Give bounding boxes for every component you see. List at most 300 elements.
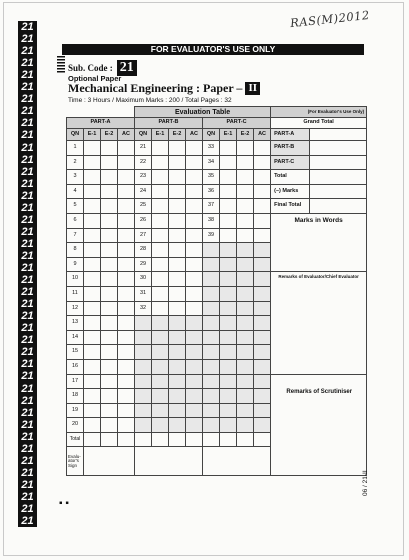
empty-cell	[254, 257, 271, 272]
mark-cell[interactable]	[101, 257, 118, 272]
remarks-chief-box[interactable]	[271, 272, 367, 374]
mark-cell[interactable]	[118, 374, 135, 389]
side-code-number: 21	[21, 225, 34, 238]
side-code-number: 21	[21, 33, 34, 46]
side-code-number: 21	[21, 430, 34, 443]
empty-cell	[203, 257, 220, 272]
mark-cell[interactable]	[220, 213, 237, 228]
right-part-a-label: PART-A	[271, 129, 310, 141]
empty-cell	[254, 418, 271, 433]
total-cell[interactable]	[254, 432, 271, 447]
empty-cell	[220, 330, 237, 345]
mark-cell[interactable]	[254, 213, 271, 228]
table-row	[67, 199, 367, 214]
mark-cell[interactable]	[186, 170, 203, 185]
total-cell[interactable]	[101, 432, 118, 447]
table-row	[67, 272, 367, 287]
mark-cell[interactable]	[220, 199, 237, 214]
total-cell[interactable]	[186, 432, 203, 447]
empty-cell	[237, 389, 254, 404]
part-c-sign-cell[interactable]	[203, 447, 271, 476]
mark-cell[interactable]	[186, 141, 203, 156]
mark-cell[interactable]	[152, 170, 169, 185]
mark-cell[interactable]	[84, 213, 101, 228]
side-code-number: 21	[21, 189, 34, 202]
total-label: Total	[67, 432, 84, 447]
mark-cell[interactable]	[152, 199, 169, 214]
mark-cell[interactable]	[101, 301, 118, 316]
part-c-question-number: 39	[203, 228, 220, 243]
mark-cell[interactable]	[237, 213, 254, 228]
empty-cell	[203, 243, 220, 258]
mark-cell[interactable]	[84, 374, 101, 389]
mark-cell[interactable]	[152, 272, 169, 287]
side-code-number: 21	[21, 515, 34, 527]
empty-cell	[254, 403, 271, 418]
mark-cell[interactable]	[118, 359, 135, 374]
right-part-a-value	[310, 129, 367, 141]
empty-cell	[254, 286, 271, 301]
mark-cell[interactable]	[118, 272, 135, 287]
empty-cell	[152, 316, 169, 331]
part-b-question-number: 26	[135, 213, 152, 228]
mark-cell[interactable]	[84, 418, 101, 433]
marks-in-words-box[interactable]	[271, 213, 367, 271]
right-value-cell[interactable]	[310, 170, 367, 185]
empty-cell	[152, 345, 169, 360]
part-a-question-number: 1	[67, 141, 84, 156]
mark-cell[interactable]	[84, 155, 101, 170]
empty-cell	[220, 257, 237, 272]
mark-cell[interactable]	[84, 170, 101, 185]
part-c-question-number: 36	[203, 184, 220, 199]
empty-cell	[220, 316, 237, 331]
mark-cell[interactable]	[186, 301, 203, 316]
mark-cell[interactable]	[101, 316, 118, 331]
side-code-number: 21	[21, 346, 34, 359]
empty-cell	[220, 374, 237, 389]
side-code-number: 21	[21, 21, 34, 33]
part-a-question-number: 5	[67, 199, 84, 214]
part-a-question-number: 4	[67, 184, 84, 199]
total-cell[interactable]	[118, 432, 135, 447]
empty-cell	[237, 330, 254, 345]
side-code-number: 21	[21, 310, 34, 323]
mark-cell[interactable]	[84, 286, 101, 301]
mark-cell[interactable]	[237, 184, 254, 199]
side-code-number: 21	[21, 454, 34, 467]
total-cell[interactable]	[84, 432, 101, 447]
empty-cell	[152, 374, 169, 389]
column-header: E-2	[101, 129, 118, 141]
evaluator-use-only-note: (For Evaluator's Use Only)	[271, 107, 367, 118]
column-header: E-1	[152, 129, 169, 141]
empty-cell	[220, 272, 237, 287]
part-a-header: PART-A	[67, 118, 135, 129]
part-a-question-number: 10	[67, 272, 84, 287]
empty-cell	[169, 389, 186, 404]
empty-cell	[254, 345, 271, 360]
mark-cell[interactable]	[84, 184, 101, 199]
mark-cell[interactable]	[169, 301, 186, 316]
side-code-number: 21	[21, 153, 34, 166]
evaluator-banner: FOR EVALUATOR'S USE ONLY	[62, 44, 364, 55]
mark-cell[interactable]	[84, 316, 101, 331]
part-b-sign-cell[interactable]	[135, 447, 203, 476]
side-code-number: 21	[21, 286, 34, 299]
mark-cell[interactable]	[84, 403, 101, 418]
total-cell[interactable]	[203, 432, 220, 447]
mark-cell[interactable]	[254, 170, 271, 185]
empty-cell	[203, 389, 220, 404]
mark-cell[interactable]	[220, 155, 237, 170]
mark-cell[interactable]	[101, 374, 118, 389]
mark-cell[interactable]	[84, 330, 101, 345]
side-code-number: 21	[21, 490, 34, 503]
mark-cell[interactable]	[118, 418, 135, 433]
mark-cell[interactable]	[169, 184, 186, 199]
mark-cell[interactable]	[101, 155, 118, 170]
mark-cell[interactable]	[118, 228, 135, 243]
empty-cell	[254, 301, 271, 316]
side-code-number: 21	[21, 105, 34, 118]
table-row	[67, 213, 367, 228]
side-code-number: 21	[21, 406, 34, 419]
empty-cell	[135, 359, 152, 374]
part-b-question-number: 24	[135, 184, 152, 199]
part-a-sign-cell[interactable]	[84, 447, 135, 476]
mark-cell[interactable]	[220, 228, 237, 243]
part-b-question-number: 28	[135, 243, 152, 258]
evaluation-table-title: Evaluation Table	[135, 107, 271, 118]
side-code-strip	[18, 21, 37, 527]
side-code-number: 21	[21, 201, 34, 214]
mark-cell[interactable]	[101, 228, 118, 243]
mark-cell[interactable]	[237, 199, 254, 214]
mark-cell[interactable]	[152, 301, 169, 316]
time-marks-pages: Time : 3 Hours / Maximum Marks : 200 / Total Pages : 32	[68, 97, 232, 104]
part-a-question-number: 8	[67, 243, 84, 258]
empty-cell	[203, 301, 220, 316]
empty-cell	[237, 286, 254, 301]
total-cell[interactable]	[135, 432, 152, 447]
side-code-number: 21	[21, 129, 34, 142]
mark-cell[interactable]	[118, 286, 135, 301]
mark-cell[interactable]	[101, 403, 118, 418]
part-b-question-number: 31	[135, 286, 152, 301]
empty-cell	[203, 374, 220, 389]
part-a-question-number: 16	[67, 359, 84, 374]
right-minus-marks-label: (–) Marks	[271, 184, 310, 199]
empty-cell	[135, 403, 152, 418]
mark-cell[interactable]	[118, 155, 135, 170]
empty-cell	[220, 418, 237, 433]
mark-cell[interactable]	[237, 228, 254, 243]
part-c-question-number: 37	[203, 199, 220, 214]
mark-cell[interactable]	[169, 228, 186, 243]
empty-cell	[220, 286, 237, 301]
empty-cell	[237, 316, 254, 331]
part-a-question-number: 3	[67, 170, 84, 185]
mark-cell[interactable]	[84, 199, 101, 214]
empty-cell	[186, 330, 203, 345]
empty-cell	[237, 403, 254, 418]
table-row	[67, 184, 367, 199]
side-code-number: 21	[21, 117, 34, 130]
mark-cell[interactable]	[152, 141, 169, 156]
side-code-number: 21	[21, 478, 34, 491]
column-header: E-2	[237, 129, 254, 141]
mark-cell[interactable]	[118, 170, 135, 185]
right-value-cell[interactable]	[310, 155, 367, 170]
mark-cell[interactable]	[186, 272, 203, 287]
empty-cell	[203, 345, 220, 360]
mark-cell[interactable]	[186, 257, 203, 272]
paper-title: Mechanical Engineering : Paper –	[68, 81, 243, 95]
side-code-number: 21	[21, 358, 34, 371]
part-a-question-number: 15	[67, 345, 84, 360]
mark-cell[interactable]	[101, 243, 118, 258]
side-code-number: 21	[21, 237, 34, 250]
mark-cell[interactable]	[152, 228, 169, 243]
mark-cell[interactable]	[101, 330, 118, 345]
mark-cell[interactable]	[101, 199, 118, 214]
mark-cell[interactable]	[169, 286, 186, 301]
mark-cell[interactable]	[169, 257, 186, 272]
mark-cell[interactable]	[220, 184, 237, 199]
mark-cell[interactable]	[84, 243, 101, 258]
part-a-question-number: 12	[67, 301, 84, 316]
total-cell[interactable]	[152, 432, 169, 447]
mark-cell[interactable]	[186, 286, 203, 301]
mark-cell[interactable]	[84, 389, 101, 404]
mark-cell[interactable]	[101, 184, 118, 199]
mark-cell[interactable]	[84, 345, 101, 360]
empty-cell	[220, 359, 237, 374]
mark-cell[interactable]	[118, 316, 135, 331]
mark-cell[interactable]	[118, 199, 135, 214]
mark-cell[interactable]	[152, 155, 169, 170]
remarks-scrutiniser-label: Remarks of Scrutiniser	[286, 388, 353, 395]
side-code-number: 21	[21, 466, 34, 479]
empty-cell	[237, 374, 254, 389]
optional-paper-label: Optional Paper	[68, 74, 122, 83]
mark-cell[interactable]	[152, 243, 169, 258]
mark-cell[interactable]	[169, 213, 186, 228]
table-row	[67, 374, 367, 389]
mark-cell[interactable]	[84, 301, 101, 316]
side-code-number: 21	[21, 57, 34, 70]
mark-cell[interactable]	[118, 184, 135, 199]
part-a-question-number: 20	[67, 418, 84, 433]
right-part-c-label: PART-C	[271, 155, 310, 170]
mark-cell[interactable]	[152, 257, 169, 272]
mark-cell[interactable]	[101, 418, 118, 433]
side-code-number: 21	[21, 298, 34, 311]
side-code-number: 21	[21, 213, 34, 226]
mark-cell[interactable]	[152, 213, 169, 228]
mark-cell[interactable]	[169, 170, 186, 185]
mark-cell[interactable]	[101, 141, 118, 156]
right-value-cell[interactable]	[310, 184, 367, 199]
mark-cell[interactable]	[186, 243, 203, 258]
mark-cell[interactable]	[118, 243, 135, 258]
total-cell[interactable]	[220, 432, 237, 447]
part-c-question-number: 38	[203, 213, 220, 228]
empty-cell	[169, 359, 186, 374]
mark-cell[interactable]	[186, 199, 203, 214]
part-b-question-number: 30	[135, 272, 152, 287]
mark-cell[interactable]	[118, 301, 135, 316]
mark-cell[interactable]	[101, 286, 118, 301]
evaluation-table	[66, 106, 367, 476]
remarks-scrutiniser-box[interactable]	[271, 374, 367, 476]
empty-cell	[203, 418, 220, 433]
mark-cell[interactable]	[84, 359, 101, 374]
column-header: E-1	[84, 129, 101, 141]
mark-cell[interactable]	[254, 199, 271, 214]
empty-cell	[254, 272, 271, 287]
mark-cell[interactable]	[118, 403, 135, 418]
mark-cell[interactable]	[237, 170, 254, 185]
right-value-cell[interactable]	[310, 141, 367, 156]
mark-cell[interactable]	[186, 184, 203, 199]
mark-cell[interactable]	[169, 141, 186, 156]
total-cell[interactable]	[169, 432, 186, 447]
mark-cell[interactable]	[169, 199, 186, 214]
empty-cell	[186, 374, 203, 389]
mark-cell[interactable]	[237, 155, 254, 170]
part-a-question-number: 13	[67, 316, 84, 331]
empty-cell	[169, 403, 186, 418]
empty-cell	[220, 301, 237, 316]
mark-cell[interactable]	[118, 213, 135, 228]
mark-cell[interactable]	[101, 359, 118, 374]
side-code-number: 21	[21, 141, 34, 154]
side-code-number: 21	[21, 370, 34, 383]
side-code-number: 21	[21, 93, 34, 106]
mark-cell[interactable]	[169, 155, 186, 170]
part-a-question-number: 18	[67, 389, 84, 404]
empty-cell	[169, 345, 186, 360]
mark-cell[interactable]	[101, 272, 118, 287]
right-value-cell[interactable]	[310, 199, 367, 214]
part-a-question-number: 14	[67, 330, 84, 345]
mark-cell[interactable]	[152, 286, 169, 301]
empty-cell	[135, 316, 152, 331]
empty-cell	[186, 418, 203, 433]
mark-cell[interactable]	[118, 257, 135, 272]
side-code-number: 21	[21, 322, 34, 335]
empty-cell	[254, 359, 271, 374]
right-final-total-label: Final Total	[271, 199, 310, 214]
mark-cell[interactable]	[118, 330, 135, 345]
mark-cell[interactable]	[101, 170, 118, 185]
side-code-number: 21	[21, 177, 34, 190]
mark-cell[interactable]	[84, 228, 101, 243]
paper-number: II	[245, 82, 260, 95]
empty-cell	[152, 418, 169, 433]
column-header: AC	[254, 129, 271, 141]
mark-cell[interactable]	[84, 272, 101, 287]
mark-cell[interactable]	[254, 228, 271, 243]
mark-cell[interactable]	[101, 389, 118, 404]
empty-cell	[186, 316, 203, 331]
empty-cell	[152, 403, 169, 418]
empty-cell	[186, 389, 203, 404]
part-c-question-number: 34	[203, 155, 220, 170]
side-code-number: 21	[21, 81, 34, 94]
side-code-number: 21	[21, 249, 34, 262]
mark-cell[interactable]	[220, 170, 237, 185]
mark-cell[interactable]	[84, 141, 101, 156]
empty-cell	[254, 330, 271, 345]
side-code-number: 21	[21, 262, 34, 274]
mark-cell[interactable]	[169, 272, 186, 287]
part-a-question-number: 19	[67, 403, 84, 418]
part-a-question-number: 11	[67, 286, 84, 301]
column-header: QN	[67, 129, 84, 141]
empty-cell	[254, 374, 271, 389]
mark-cell[interactable]	[254, 184, 271, 199]
mark-cell[interactable]	[254, 155, 271, 170]
side-code-number: 21	[21, 274, 34, 287]
empty-cell	[220, 389, 237, 404]
mark-cell[interactable]	[118, 389, 135, 404]
empty-cell	[186, 359, 203, 374]
empty-cell	[203, 286, 220, 301]
remarks-chief-label: Remarks of Evaluator/Chief Evaluator	[278, 274, 359, 280]
part-a-question-number: 7	[67, 228, 84, 243]
form-code-text: 06 / 21-II	[362, 470, 369, 496]
part-c-header: PART-C	[203, 118, 271, 129]
mark-cell[interactable]	[118, 345, 135, 360]
part-a-question-number: 6	[67, 213, 84, 228]
mark-cell[interactable]	[186, 213, 203, 228]
part-a-question-number: 2	[67, 155, 84, 170]
mark-cell[interactable]	[101, 345, 118, 360]
mark-cell[interactable]	[152, 184, 169, 199]
empty-cell	[254, 243, 271, 258]
paper-title-row	[68, 82, 260, 95]
side-code-number: 21	[21, 69, 34, 82]
table-row	[67, 141, 367, 156]
mark-cell[interactable]	[254, 141, 271, 156]
total-cell[interactable]	[237, 432, 254, 447]
mark-cell[interactable]	[84, 257, 101, 272]
empty-cell	[152, 359, 169, 374]
mark-cell[interactable]	[186, 228, 203, 243]
mark-cell[interactable]	[169, 243, 186, 258]
mark-cell[interactable]	[101, 213, 118, 228]
part-b-question-number: 22	[135, 155, 152, 170]
marks-in-words-label: Marks in Words	[294, 216, 343, 224]
mark-cell[interactable]	[237, 141, 254, 156]
mark-cell[interactable]	[220, 141, 237, 156]
mark-cell[interactable]	[186, 155, 203, 170]
part-c-question-number: 35	[203, 170, 220, 185]
column-header: E-1	[220, 129, 237, 141]
empty-cell	[169, 418, 186, 433]
column-header: AC	[186, 129, 203, 141]
side-code-number: 21	[21, 394, 34, 407]
part-b-question-number: 27	[135, 228, 152, 243]
grand-total-header: Grand Total	[271, 118, 367, 129]
mark-cell[interactable]	[118, 141, 135, 156]
column-header: AC	[118, 129, 135, 141]
empty-cell	[203, 316, 220, 331]
right-part-b-label: PART-B	[271, 141, 310, 156]
